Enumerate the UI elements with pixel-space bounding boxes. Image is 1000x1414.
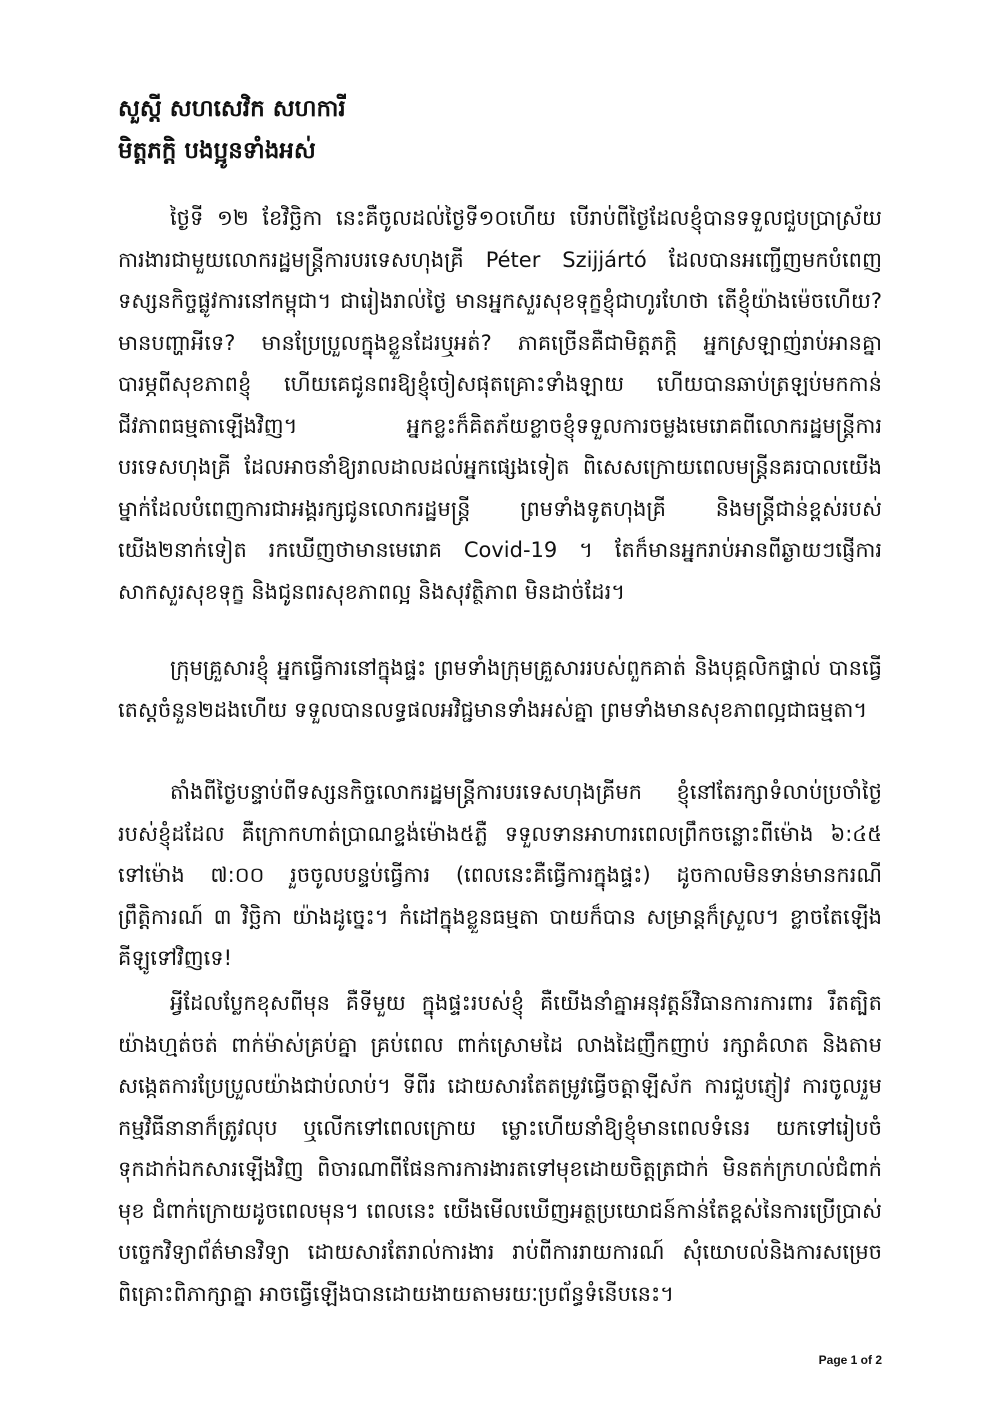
- page-number: Page 1 of 2: [818, 1353, 882, 1367]
- greeting-block: [118, 88, 898, 172]
- paragraph-3: តាំងពីថ្ងៃបន្ទាប់ពីទស្សនកិច្ចលោករដ្ឋមន្ត្រីការបរទេសហុងគ្រីមក ខ្ញុំនៅតែរក្សាទំលាប់ប្រចាំថ្ងៃរបស់ខ្ញុំដដែល គឺក្រោកហាត់ប្រាណខ្ទង់ម៉ោង៥ភ្លឺ ទទួលទានអាហារពេលព្រឹកចន្លោះពីម៉ោង ៦:៤៥ ទៅម៉ោង ៧:០០ រួចចូលបន្ទប់ធ្វើការ (ពេលនេះគឺធ្វើការក្នុងផ្ទះ) ដូចកាលមិនទាន់មានករណីព្រឹត្តិការណ៍ ៣ វិច្ឆិកា យ៉ាងដូច្នេះ។ កំដៅក្នុងខ្លួនធម្មតា បាយក៏បាន សម្រាន្តក៏ស្រួល។ ខ្លាចតែឡើងគីឡូទៅវិញទេ!: [118, 780, 882, 970]
- paragraph-2: ក្រុមគ្រួសារខ្ញុំ អ្នកធ្វើការនៅក្នុងផ្ទះ ព្រមទាំងក្រុមគ្រួសាររបស់ពួកគាត់ និងបុគ្គលិកផ្ទាល់ បានធ្វើតេស្តចំនួន២ដងហើយ ទទួលបានលទ្ធផលអវិជ្ជមានទាំងអស់គ្នា ព្រមទាំងមានសុខភាពល្អជាធម្មតា។: [118, 656, 882, 722]
- paragraph-1: ថ្ងៃទី ១២ ខែវិច្ឆិកា នេះគឺចូលដល់ថ្ងៃទី១០ហើយ បើរាប់ពីថ្ងៃដែលខ្ញុំបានទទួលជួបប្រាស្រ័យការងារជាមួយលោករដ្ឋមន្ត្រីការបរទេសហុងគ្រី Péter Szijjártó ដែលបានអញ្ជើញមកបំពេញទស្សនកិច្ចផ្លូវការនៅកម្ពុជា។ ជារៀងរាល់ថ្ងៃ មានអ្នកសួរសុខទុក្ខខ្ញុំជាហូរហែថា តើខ្ញុំយ៉ាងម៉េចហើយ? មានបញ្ហាអីទេ? មានប្រែប្រួលក្នុងខ្លួនដែរឬអត់? ភាគច្រើនគឺជាមិត្តភក្តិ អ្នកស្រឡាញ់រាប់អានគ្នា បារម្ភពីសុខភាពខ្ញុំ ហើយគេជូនពរឱ្យខ្ញុំចៀសផុតគ្រោះទាំងឡាយ ហើយបានឆាប់ត្រឡប់មកកាន់ជីវភាពធម្មតាឡើងវិញ។ អ្នកខ្លះក៏គិតភ័យខ្លាចខ្ញុំទទួលការចម្លងមេរោគពីលោករដ្ឋមន្ត្រីការបរទេសហុងគ្រី ដែលអាចនាំឱ្យរាលដាលដល់អ្នកផ្សេងទៀត ពិសេសក្រោយពេលមន្ត្រីនគរបាលយើងម្នាក់ដែលបំពេញការជាអង្គរក្សជូនលោករដ្ឋមន្ត្រី ព្រមទាំងទូតហុងគ្រី និងមន្ត្រីជាន់ខ្ពស់របស់យើង២នាក់ទៀត រកឃើញថាមានមេរោគ Covid-19 ។ តែក៏មានអ្នករាប់អានពីឆ្ងាយៗផ្ញើការសាកសួរសុខទុក្ខ និងជូនពរសុខភាពល្អ និងសុវត្ថិភាព មិនដាច់ដែរ។: [118, 206, 882, 604]
- greeting-line-1: សួស្តី សហសេវិក សហការី: [118, 96, 346, 122]
- greeting-line-2: មិត្តភក្តិ បងប្អូនទាំងអស់: [118, 138, 316, 164]
- paragraph-4: អ្វីដែលប្លែកខុសពីមុន គឺទីមួយ ក្នុងផ្ទះរបស់ខ្ញុំ គឺយើងនាំគ្នាអនុវត្តន៍វិធានការការពារ រឹតត្បិតយ៉ាងហ្មត់ចត់ ពាក់ម៉ាស់គ្រប់គ្នា គ្រប់ពេល ពាក់ស្រោមដៃ លាងដៃញឹកញាប់ រក្សាគំលាត និងតាមសង្កេតការប្រែប្រួលយ៉ាងជាប់លាប់។ ទីពីរ ដោយសារតែតម្រូវធ្វើចត្តាឡីស័ក ការជួបភ្ញៀវ ការចូលរួមកម្មវិធីនានាក៏ត្រូវលុប ឬលើកទៅពេលក្រោយ ម្លោះហើយនាំឱ្យខ្ញុំមានពេលទំនេរ យកទៅរៀបចំទុកដាក់ឯកសារឡើងវិញ ពិចារណាពីផែនការការងារតទៅមុខដោយចិត្តត្រជាក់ មិនតក់ក្រហល់ជំពាក់មុខ ជំពាក់ក្រោយដូចពេលមុន។ ពេលនេះ យើងមើលឃើញអត្ថប្រយោជន៍កាន់តែខ្ពស់នៃការប្រើប្រាស់បច្ចេកវិទ្យាព័ត៌មានវិទ្យា ដោយសារតែរាល់ការងារ រាប់ពីការរាយការណ៍ សុំយោបល់និងការសម្រេច ពិគ្រោះពិភាក្សាគ្នា អាចធ្វើឡើងបានដោយងាយតាមរយៈប្រព័ន្ធទំនើបនេះ។: [118, 991, 882, 1306]
